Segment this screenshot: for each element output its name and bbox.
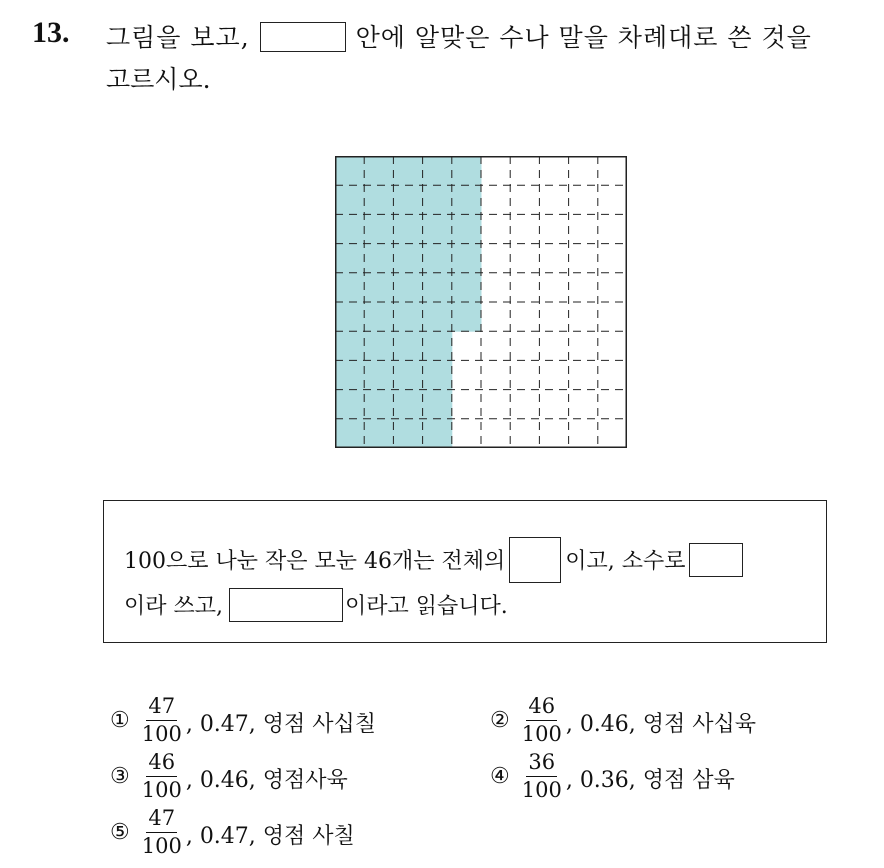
option-5-fraction xyxy=(142,808,182,857)
option-3-marker: ③ xyxy=(110,764,130,789)
question-blank-box xyxy=(260,22,346,52)
shaded-cell xyxy=(452,185,482,215)
shaded-cell xyxy=(393,419,423,448)
fraction-answer-blank xyxy=(509,537,561,583)
question-text-after: 안에 알맞은 수나 말을 차례대로 쓴 것을 xyxy=(355,23,812,52)
option-3-text: , 0.46, 영점사육 xyxy=(185,768,348,793)
option-4-marker: ④ xyxy=(490,764,510,789)
shaded-cell xyxy=(423,302,453,332)
shaded-cell xyxy=(364,273,394,303)
option-1-denominator: 100 xyxy=(141,722,182,746)
option-4-numerator: 36 xyxy=(526,752,557,777)
shaded-cell xyxy=(335,419,365,448)
option-4-denominator: 100 xyxy=(521,778,562,802)
shaded-cell xyxy=(364,302,394,332)
shaded-cell xyxy=(364,419,394,448)
option-1-text: , 0.47, 영점 사십칠 xyxy=(185,712,377,737)
option-3-numerator: 46 xyxy=(146,752,177,777)
shaded-cell xyxy=(393,244,423,274)
hundred-grid xyxy=(335,156,627,448)
shaded-cell xyxy=(393,331,423,361)
option-5-numerator: 47 xyxy=(146,808,177,833)
shaded-cell xyxy=(423,156,453,186)
option-1-fraction xyxy=(142,696,182,745)
shaded-cell xyxy=(335,185,365,215)
shaded-cell xyxy=(452,244,482,274)
shaded-cell xyxy=(423,185,453,215)
fill-in-text-1b: 이고, 소수로 xyxy=(565,549,686,574)
option-3[interactable] xyxy=(110,752,348,801)
shaded-cell xyxy=(335,244,365,274)
shaded-cell xyxy=(423,390,453,420)
shaded-cell xyxy=(364,185,394,215)
shaded-cell xyxy=(335,331,365,361)
fill-in-box xyxy=(103,500,827,643)
option-2-text: , 0.46, 영점 사십육 xyxy=(565,712,757,737)
option-4-text: , 0.36, 영점 삼육 xyxy=(565,768,735,793)
fill-in-line-2 xyxy=(124,589,508,624)
reading-answer-blank xyxy=(229,588,343,622)
shaded-cell xyxy=(335,390,365,420)
decimal-answer-blank xyxy=(689,543,743,577)
shaded-cell xyxy=(423,244,453,274)
shaded-cell xyxy=(335,214,365,244)
shaded-cell xyxy=(452,214,482,244)
shaded-cell xyxy=(364,331,394,361)
shaded-cell xyxy=(423,273,453,303)
option-4[interactable] xyxy=(490,752,735,801)
option-5-text: , 0.47, 영점 사칠 xyxy=(185,824,355,849)
option-2-fraction xyxy=(522,696,562,745)
question-text xyxy=(106,18,812,55)
shaded-cell xyxy=(393,302,423,332)
option-2-numerator: 46 xyxy=(526,696,557,721)
shaded-cell xyxy=(364,360,394,390)
option-2[interactable] xyxy=(490,696,756,745)
shaded-cell xyxy=(335,156,365,186)
question-text-line2: 고르시오. xyxy=(106,65,211,94)
shaded-cell xyxy=(423,331,453,361)
shaded-cell xyxy=(452,302,482,332)
fill-in-text-2a: 이라 쓰고, xyxy=(124,594,223,619)
shaded-cell xyxy=(335,302,365,332)
shaded-cell xyxy=(335,360,365,390)
option-1-marker: ① xyxy=(110,708,130,733)
shaded-cell xyxy=(423,360,453,390)
shaded-cell xyxy=(393,156,423,186)
shaded-cell xyxy=(452,273,482,303)
option-5-denominator: 100 xyxy=(141,834,182,858)
option-3-denominator: 100 xyxy=(141,778,182,802)
fill-in-text-1a: 100으로 나눈 작은 모눈 46개는 전체의 xyxy=(124,549,506,574)
question-text-before: 그림을 보고, xyxy=(106,23,250,52)
fill-in-text-2b: 이라고 읽습니다. xyxy=(345,594,508,619)
shaded-cell xyxy=(452,156,482,186)
option-5[interactable] xyxy=(110,808,355,857)
shaded-cell xyxy=(335,273,365,303)
shaded-cell xyxy=(364,244,394,274)
option-1[interactable] xyxy=(110,696,376,745)
option-2-marker: ② xyxy=(490,708,510,733)
option-4-fraction xyxy=(522,752,562,801)
option-1-numerator: 47 xyxy=(146,696,177,721)
shaded-cell xyxy=(393,273,423,303)
question-number: 13. xyxy=(32,16,70,49)
fill-in-line-1 xyxy=(124,539,745,585)
shaded-cell xyxy=(393,390,423,420)
shaded-cell xyxy=(393,214,423,244)
shaded-cell xyxy=(393,360,423,390)
shaded-cell xyxy=(423,214,453,244)
shaded-cell xyxy=(364,214,394,244)
shaded-cell xyxy=(364,390,394,420)
hundred-grid-svg xyxy=(335,156,627,448)
option-3-fraction xyxy=(142,752,182,801)
option-2-denominator: 100 xyxy=(521,722,562,746)
option-5-marker: ⑤ xyxy=(110,820,130,845)
shaded-cell xyxy=(423,419,453,448)
shaded-cell xyxy=(393,185,423,215)
shaded-cell xyxy=(364,156,394,186)
